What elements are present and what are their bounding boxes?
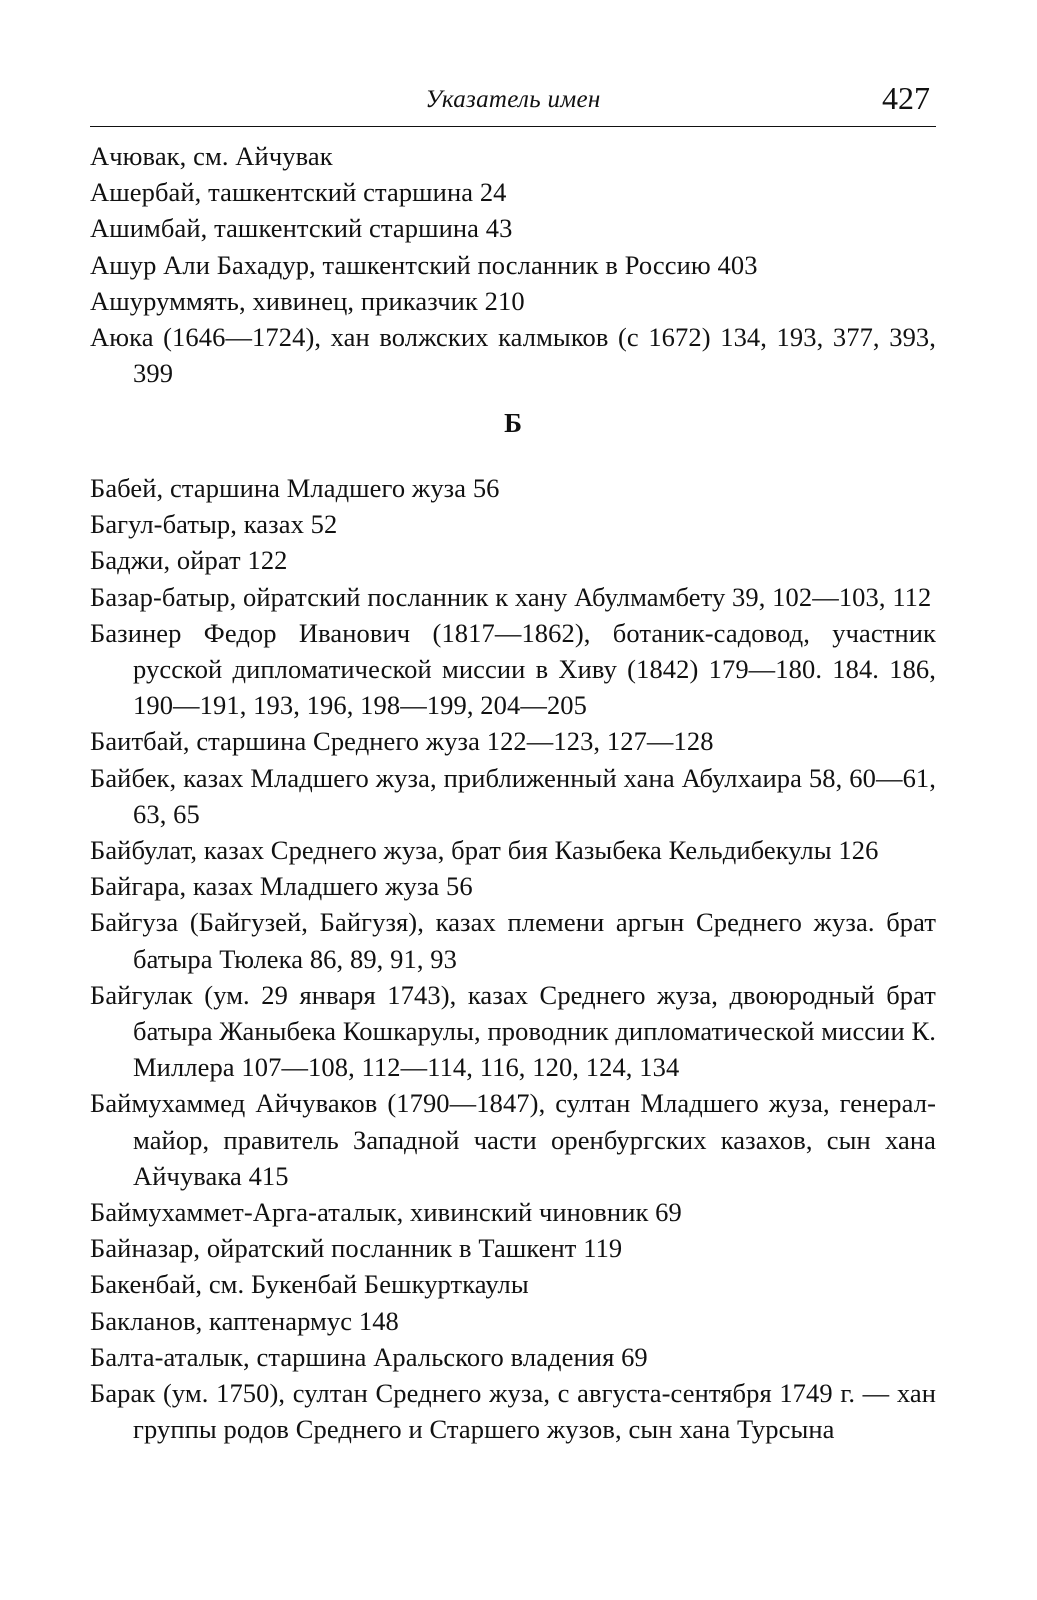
index-entry: Базинер Федор Иванович (1817—1862), ботаник-садовод, участник русской дипломатической миссии в Хиву (1842) 179—180. 184. 186, 190—191, 193, 196, 198—199, 204—205	[90, 617, 936, 721]
index-entry: Бабей, старшина Младшего жуза 56	[90, 473, 500, 503]
index-entry: Бакенбай, см. Букенбай Бешкурткаулы	[90, 1269, 529, 1300]
index-entry: Ашербай, ташкентский старшина 24	[90, 177, 507, 208]
running-header	[90, 80, 936, 127]
index-entry: Байбулат, казах Среднего жуза, брат бия Казыбека Кельдибекулы 126	[90, 835, 879, 866]
index-entry: Баджи, ойрат 122	[90, 545, 288, 576]
index-entry: Ачювак, см. Айчувак	[90, 141, 333, 171]
page-number: 427	[882, 80, 930, 116]
index-entry: Байназар, ойратский посланник в Ташкент 119	[90, 1233, 623, 1264]
index-entry: Байгуза (Байгузей, Байгузя), казах племени аргын Среднего жуза. брат батыра Тюлека 86, 89, 91, 93	[90, 907, 936, 974]
index-entry: Багул-батыр, казах 52	[90, 509, 338, 540]
index-entry: Барак (ум. 1750), султан Среднего жуза, с августа-сентября 1749 г. — хан группы родов Среднего и Старшего жузов, сын хана Турсына	[90, 1378, 936, 1445]
index-entry: Баймухаммет-Арга-аталык, хивинский чиновник 69	[90, 1197, 682, 1228]
index-entry: Байгара, казах Младшего жуза 56	[90, 871, 473, 902]
index-entry: Ашур Али Бахадур, ташкентский посланник в Россию 403	[90, 249, 758, 280]
index-entry: Базар-батыр, ойратский посланник к хану Абулмамбету 39, 102—103, 112	[90, 581, 932, 612]
index-entry: Балта-аталык, старшина Аральского владения 69	[90, 1341, 648, 1372]
index-entry: Байгулак (ум. 29 января 1743), казах Среднего жуза, двоюродный брат батыра Жаныбека Кошкарулы, проводник дипломатической миссии К. Миллера 107—108, 112—114, 116, 120, 124, 134	[90, 979, 936, 1083]
running-title: Указатель имен	[425, 86, 601, 113]
index-section-a	[90, 138, 936, 391]
index-entry: Ашимбай, ташкентский старшина 43	[90, 213, 513, 244]
letter-heading: Б	[504, 408, 522, 438]
index-entry: Байбек, казах Младшего жуза, приближенный хана Абулхаира 58, 60—61, 63, 65	[90, 762, 936, 829]
index-section-b	[90, 470, 936, 1447]
index-entry: Баймухаммед Айчуваков (1790—1847), султан Младшего жуза, генерал-майор, правитель Западной части оренбургских казахов, сын хана Айчувака 415	[90, 1088, 936, 1191]
index-entry: Ашуруммять, хивинец, приказчик 210	[90, 285, 525, 316]
index-entry: Баитбай, старшина Среднего жуза 122—123, 127—128	[90, 726, 714, 757]
index-entry: Аюка (1646—1724), хан волжских калмыков (с 1672) 134, 193, 377, 393, 399	[90, 322, 936, 389]
index-entry: Бакланов, каптенармус 148	[90, 1305, 399, 1336]
